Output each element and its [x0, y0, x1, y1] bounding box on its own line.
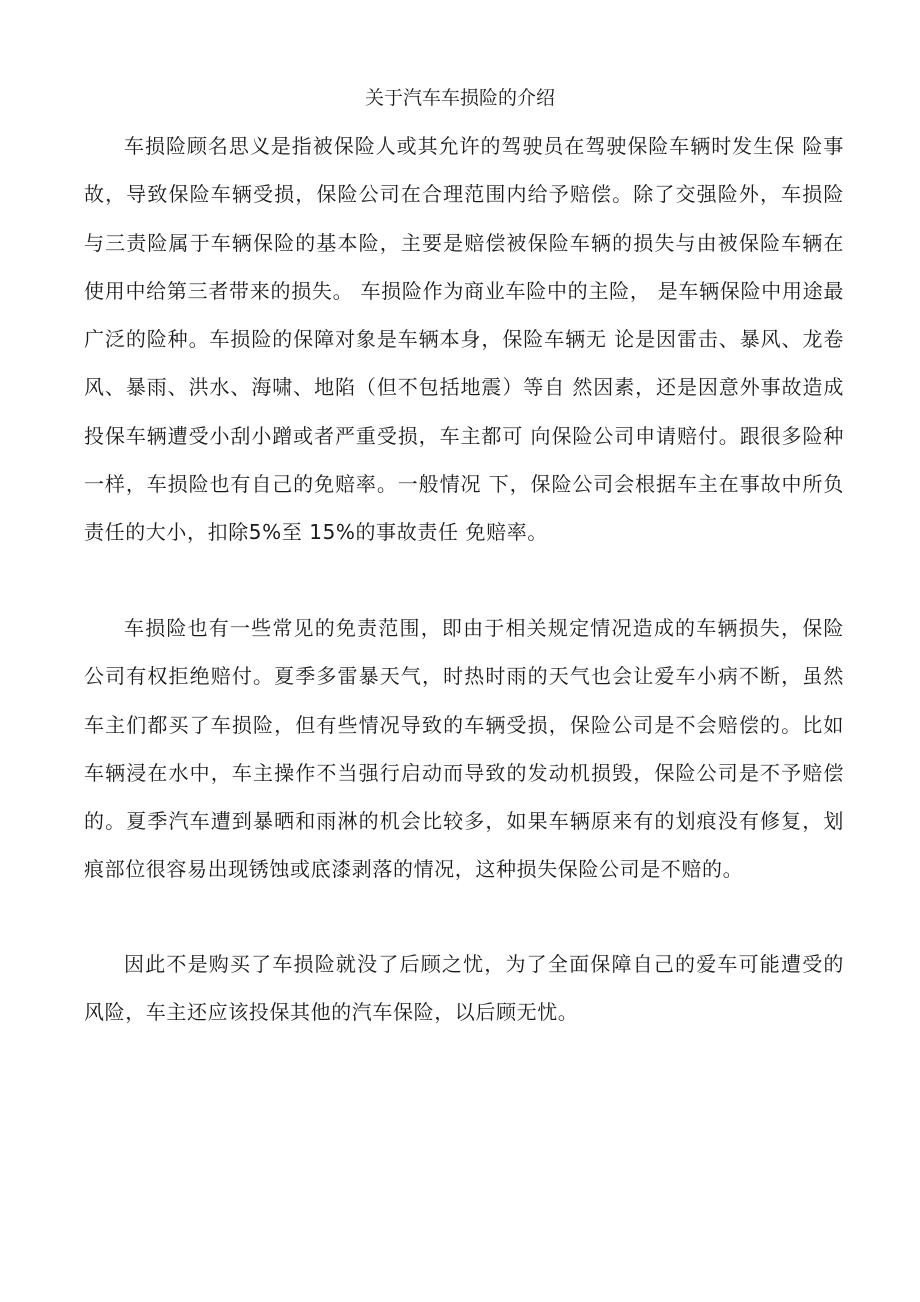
document-title: 关于汽车车损险的介绍 — [364, 87, 555, 109]
paragraph-exclusions: 车损险也有一些常见的免责范围，即由于相关规定情况造成的车辆损失，保险公司有权拒绝赔付。夏季多雷暴天气，时热时雨的天气也会让爱车小病不断，虽然车主们都买了车损险，但有些情况导致的车辆受损，保险公司是不会赔偿的。比如车辆浸在水中，车主操作不当强行启动而导致的发动机损毁，保险公司是不予赔偿的。夏季汽车遭到暴晒和雨淋的机会比较多，如果车辆原来有的划痕没有修复，划痕部位很容易出现锈蚀或底漆剥落的情况，这种损失保险公司是不赔的。 — [84, 616, 844, 882]
paragraph-coverage-intro: 车损险顾名思义是指被保险人或其允许的驾驶员在驾驶保险车辆时发生保 险事故，导致保险车辆受损，保险公司在合理范围内给予赔偿。除了交强险外，车损险与三责险属于车辆保险的基本险，主要是赔偿被保险车辆的损失与由被保险车辆在使用中给第三者带来的损失。 车损险作为商业车险中的主险， 是车辆保险中用途最广泛的险种。车损险的保障对象是车辆本身，保险车辆无 论是因雷击、暴风、龙卷风、暴雨、洪水、海啸、地陷（但不包括地震）等自 然因素，还是因意外事故造成投保车辆遭受小刮小蹭或者严重受损，车主都可 向保险公司申请赔付。跟很多险种一样，车损险也有自己的免赔率。一般情况 下，保险公司会根据车主在事故中所负责任的大小，扣除5%至 15%的事故责任 免赔率。 — [84, 134, 844, 545]
paragraph-conclusion: 因此不是购买了车损险就没了后顾之忧，为了全面保障自己的爱车可能遭受的风险，车主还应该投保其他的汽车保险，以后顾无忧。 — [84, 952, 844, 1025]
